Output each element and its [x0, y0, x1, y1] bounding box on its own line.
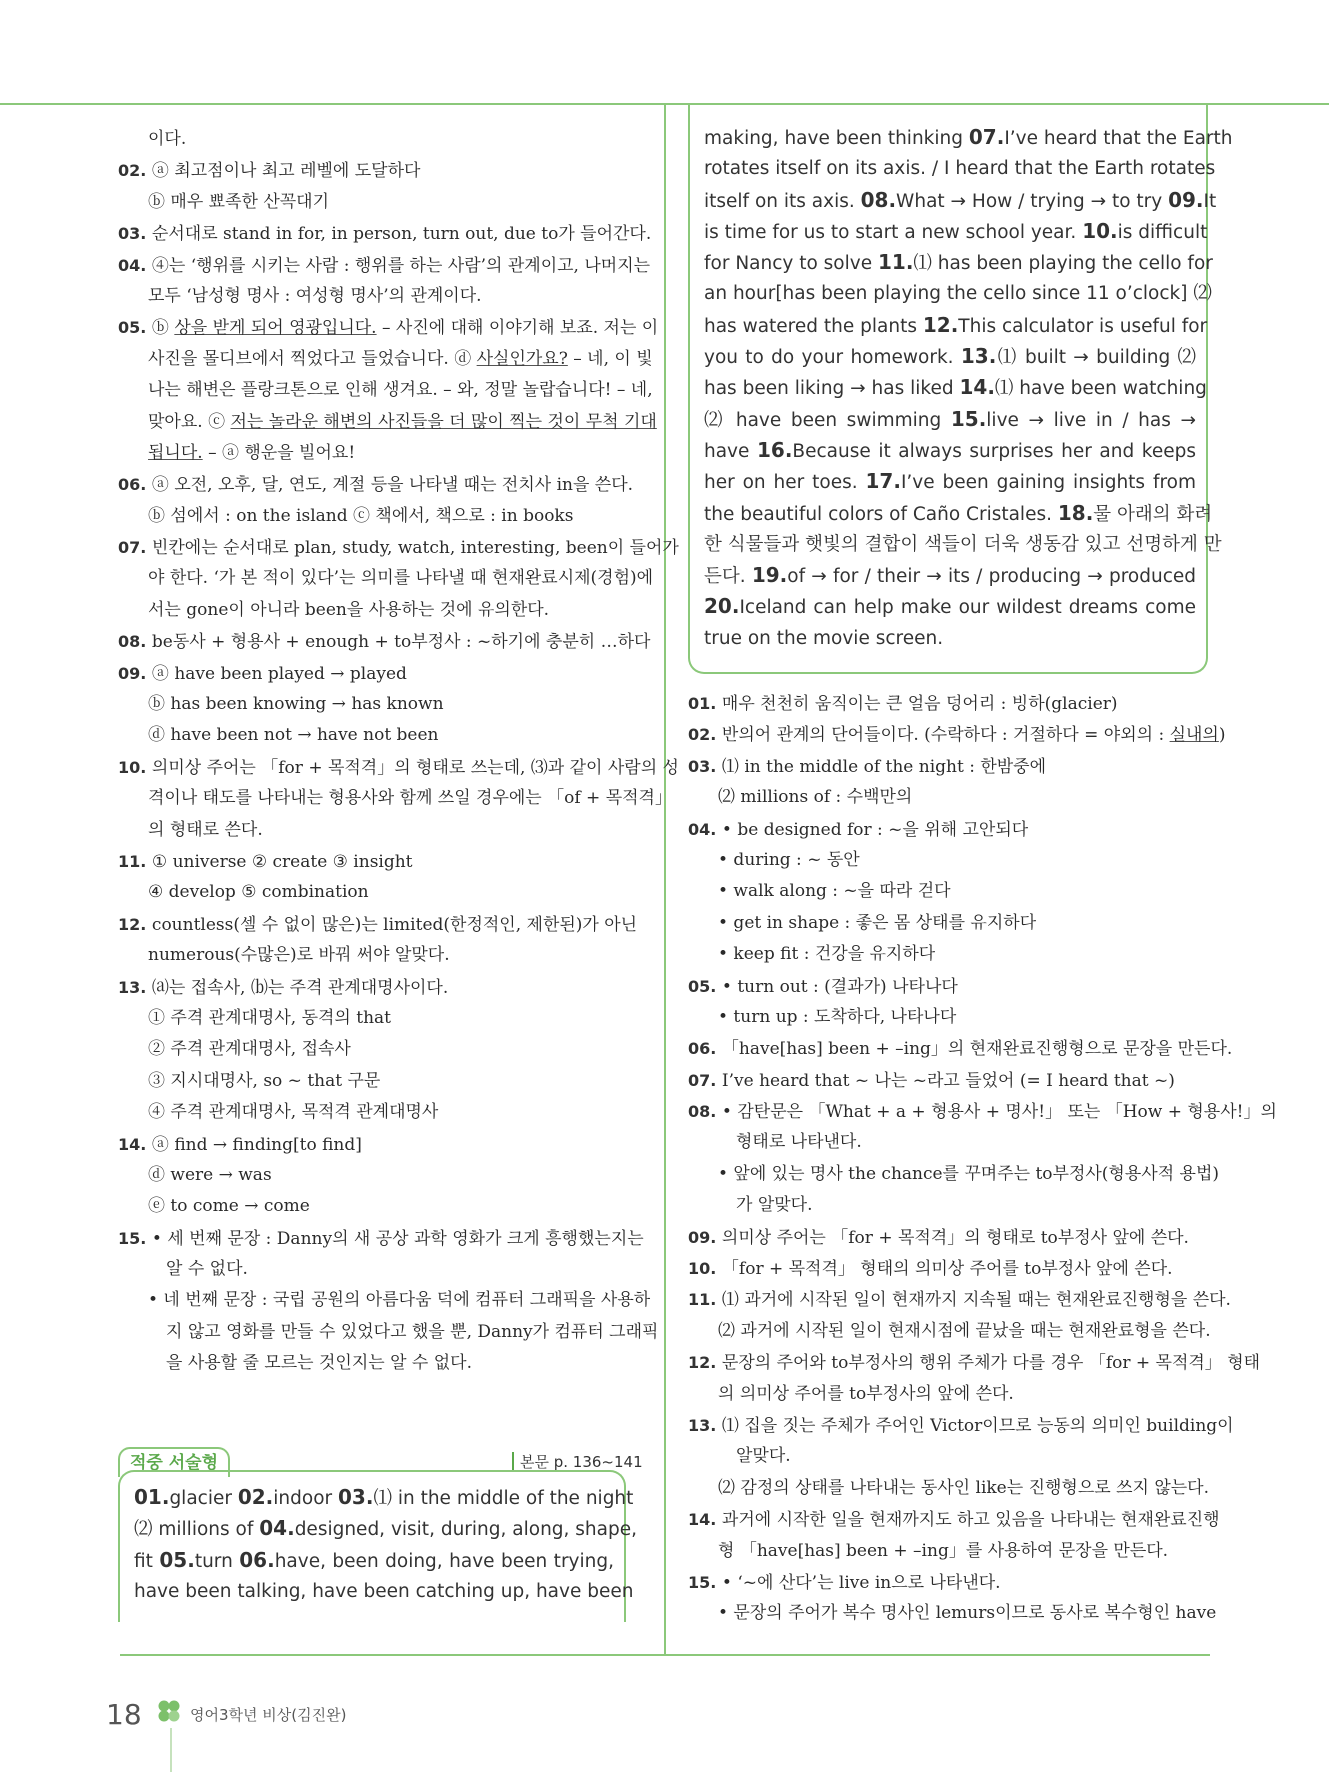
- answer-line: [704, 216, 1208, 247]
- item-number: 02.: [118, 161, 152, 181]
- text-segment: 「have[has] been + –ing」의 현재완료진행형으로 문장을 만든다.: [721, 1039, 1233, 1060]
- answer-number: 07.: [968, 125, 1005, 149]
- answer-number: 18.: [1057, 500, 1094, 525]
- text-line: [118, 469, 640, 500]
- text-segment: 반의어 관계의 단어들이다. (수락하다 : 거절하다 = 야외의 :: [721, 725, 1170, 746]
- text-line: [118, 720, 640, 751]
- text-line: [688, 1190, 1212, 1221]
- item-number: 15.: [688, 1572, 722, 1592]
- item-number: 08.: [688, 1102, 722, 1122]
- text-line: [688, 1316, 1212, 1347]
- answer-text: live → live in / has →: [986, 409, 1196, 431]
- answer-text: has watered the plants: [704, 315, 923, 337]
- answer-text: making, have been thinking: [704, 128, 969, 149]
- text-segment: numerous(수많은)로 바꿔 써야 알맞다.: [148, 945, 450, 966]
- answer-text: Because it always surprises her and keeps: [792, 440, 1196, 462]
- text-segment: 의 형태로 쓴다.: [148, 819, 263, 840]
- answer-number: 06.: [239, 1547, 275, 1572]
- underlined-text: 됩니다.: [148, 442, 203, 463]
- answer-text: have been talking, have been catching up, have been: [134, 1580, 634, 1602]
- text-segment: ⓓ were → was: [148, 1164, 272, 1185]
- item-number: 09.: [688, 1227, 722, 1247]
- answer-line: [704, 247, 1213, 278]
- answer-text: 든다.: [704, 566, 752, 588]
- text-segment: ⓔ to come → come: [148, 1196, 310, 1217]
- text-line: [688, 1033, 1233, 1064]
- answer-text: turn: [194, 1550, 240, 1572]
- text-segment: ): [1218, 725, 1226, 746]
- text-line: [118, 972, 640, 1003]
- answer-text: This calculator is useful for: [958, 315, 1208, 337]
- text-segment: ⑴ 집을 짓는 주체가 주어인 Victor이므로 능동의 의미인 building이: [721, 1415, 1234, 1436]
- clover-icon: [156, 1698, 182, 1726]
- answer-text: ⑴ in the middle of the night: [373, 1488, 634, 1509]
- text-segment: ⓐ have been played → played: [151, 663, 407, 684]
- text-segment: ⓓ have been not → have not been: [148, 725, 439, 746]
- answer-line: [704, 153, 1216, 184]
- text-line: [118, 155, 640, 186]
- text-segment: countless(셀 수 없이 많은)는 limited(한정적인, 제한된)가 아닌: [151, 914, 638, 935]
- text-line: [118, 375, 653, 406]
- text-segment: 격이나 태도를 나타내는 형용사와 함께 쓰일 경우에는 「of + 목적격」: [148, 788, 672, 809]
- text-segment: 「for + 목적격」 형태의 의미상 주어를 to부정사 앞에 쓴다.: [721, 1259, 1173, 1280]
- answer-text: ⑴ built → building ⑵: [996, 347, 1197, 369]
- answer-text: is time for us to start a new school year.: [704, 221, 1083, 243]
- text-segment: • get in shape : 좋은 몸 상태를 유지하다: [718, 912, 1037, 933]
- answer-line: [704, 591, 1196, 622]
- text-line: [688, 1002, 1212, 1033]
- underlined-text: 상을 받게 되어 영광입니다.: [174, 318, 377, 339]
- answer-text: have: [704, 440, 757, 462]
- text-line: [118, 877, 640, 908]
- text-segment: ⒜는 접속사, ⒝는 주격 관계대명사이다.: [151, 977, 449, 998]
- text-line: [118, 1066, 640, 1097]
- text-line: [118, 626, 651, 657]
- text-segment: 알 수 없다.: [166, 1259, 248, 1280]
- answer-text: ⑵ millions of: [134, 1519, 260, 1541]
- text-segment: 문장의 주어와 to부정사의 행위 주체가 다를 경우 「for + 목적격」 형태: [721, 1353, 1261, 1374]
- text-line: [688, 688, 1212, 719]
- footer-stem: [170, 1728, 172, 1772]
- text-line: [118, 218, 652, 249]
- text-segment: ⓐ 최고점이나 최고 레벨에 도달하다: [151, 161, 421, 182]
- right-column: [688, 688, 1277, 1630]
- answer-number: 03.: [338, 1485, 374, 1509]
- answer-line: [704, 466, 1196, 497]
- left-column: [118, 124, 679, 1380]
- text-segment: • 앞에 있는 명사 the chance를 꾸며주는 to부정사(형용사적 용법): [718, 1163, 1220, 1184]
- text-segment: 지 않고 영화를 만들 수 있었다고 했을 뿐, Danny가 컴퓨터 그래픽: [166, 1321, 659, 1342]
- text-segment: ⓑ 섬에서 : on the island ⓒ 책에서, 책으로 : in books: [148, 505, 574, 526]
- text-line: [118, 344, 653, 375]
- underlined-text: 실내의: [1169, 725, 1219, 746]
- text-segment: 서는 gone이 아니라 been을 사용하는 것에 유의한다.: [148, 599, 550, 620]
- text-line: [688, 751, 1212, 782]
- text-line: [118, 532, 679, 563]
- section-page-ref: 본문 p. 136~141: [512, 1452, 643, 1472]
- item-number: 13.: [118, 977, 152, 997]
- answer-text: rotates itself on its axis. / I heard that the Earth rotates: [704, 158, 1216, 180]
- item-number: 06.: [688, 1039, 722, 1059]
- answer-line: [134, 1576, 634, 1607]
- item-number: 06.: [118, 475, 152, 495]
- item-number: 10.: [688, 1259, 722, 1279]
- text-segment: 의미상 주어는 「for + 목적격」의 형태로 to부정사 앞에 쓴다.: [721, 1227, 1189, 1248]
- answer-number: 16.: [756, 437, 793, 462]
- text-segment: ⑴ in the middle of the night : 한밤중에: [721, 756, 1047, 777]
- text-line: [688, 814, 1212, 845]
- answer-text: 한 식물들과 햇빛의 결합이 색들이 더욱 생동감 있고 선명하게 만: [704, 533, 1222, 555]
- text-line: [118, 1223, 644, 1254]
- text-segment: ① universe ② create ③ insight: [151, 851, 413, 872]
- text-segment: 맞아요. ⓒ: [148, 411, 231, 432]
- text-segment: 야 한다. ‘가 본 적이 있다’는 의미를 나타낼 때 현재완료시제(경험)에: [148, 568, 654, 589]
- text-segment: ④는 ‘행위를 시키는 사람 : 행위를 하는 사람’의 관계이고, 나머지는: [151, 255, 651, 276]
- text-segment: be동사 + 형용사 + enough + to부정사 : ~하기에 충분히 …하다: [151, 632, 651, 653]
- text-segment: 형 「have[has] been + –ing」를 사용하여 문장을 만든다.: [718, 1540, 1169, 1561]
- text-line: [118, 124, 640, 155]
- answer-number: 09.: [1168, 187, 1204, 212]
- answer-number: 17.: [865, 469, 901, 494]
- item-number: 07.: [688, 1070, 722, 1090]
- text-line: [118, 250, 651, 281]
- text-segment: ⑵ 과거에 시작된 일이 현재시점에 끝났을 때는 현재완료형을 쓴다.: [718, 1320, 1211, 1341]
- text-line: [118, 1129, 640, 1160]
- item-number: 11.: [118, 851, 152, 871]
- answer-number: 04.: [259, 1516, 295, 1541]
- text-line: [688, 1379, 1212, 1410]
- text-segment: ⑴ 과거에 시작된 일이 현재까지 지속될 때는 현재완료진행형을 쓴다.: [721, 1290, 1231, 1311]
- text-segment: • during : ~ 동안: [718, 849, 860, 870]
- answer-number: 05.: [159, 1547, 195, 1572]
- answer-text: the beautiful colors of Caño Cristales.: [704, 503, 1058, 525]
- item-number: 03.: [118, 224, 152, 244]
- answer-line: [704, 498, 1213, 529]
- text-segment: • 감탄문은 「What + a + 형용사 + 명사!」 또는 「How + 형용사!」의: [721, 1102, 1277, 1123]
- text-segment: • be designed for : ~을 위해 고안되다: [721, 819, 1029, 840]
- text-segment: 사진을 몰디브에서 찍었다고 들었습니다. ⓓ: [148, 348, 477, 369]
- text-line: [688, 876, 1212, 907]
- text-segment: 나는 해변은 플랑크톤으로 인해 생겨요. – 와, 정말 놀랍습니다! – 네,: [148, 380, 653, 401]
- text-segment: ① 주격 관계대명사, 동격의 that: [148, 1007, 391, 1028]
- answer-text: I’ve heard that the Earth: [1004, 128, 1233, 149]
- item-number: 15.: [118, 1228, 152, 1248]
- answer-number: 08.: [860, 187, 897, 212]
- text-line: [118, 1034, 640, 1065]
- text-line: [688, 1473, 1212, 1504]
- text-segment: 과거에 시작한 일을 현재까지도 하고 있음을 나타내는 현재완료진행: [721, 1510, 1220, 1531]
- answer-text: indoor: [273, 1488, 339, 1509]
- text-segment: • keep fit : 건강을 유지하다: [718, 944, 936, 965]
- text-line: [118, 281, 640, 312]
- underlined-text: 저는 놀라운 해변의 사진들을 더 많이 찍는 것이 무척 기대: [230, 411, 657, 432]
- text-line: [118, 1254, 640, 1285]
- item-number: 09.: [118, 663, 152, 683]
- book-title: 영어3학년 비상(김진완): [190, 1706, 347, 1724]
- answer-line: [134, 1482, 634, 1513]
- answer-line: [704, 372, 1207, 403]
- answer-number: 14.: [959, 375, 995, 400]
- text-segment: – ⓐ 행운을 빌어요!: [202, 442, 356, 463]
- answer-line: [704, 185, 1217, 216]
- column-divider: [664, 104, 666, 1654]
- text-segment: 가 알맞다.: [736, 1195, 813, 1216]
- item-number: 12.: [118, 914, 152, 934]
- text-line: [688, 1567, 1212, 1598]
- text-segment: 형태로 나타낸다.: [736, 1132, 862, 1153]
- answer-text: ⑵ have been swimming: [704, 409, 951, 431]
- underlined-text: 사실인가요?: [476, 348, 568, 369]
- bottom-rule: [120, 1654, 1210, 1656]
- text-line: [688, 1253, 1212, 1284]
- text-line: [118, 1285, 651, 1316]
- answer-line: [134, 1513, 638, 1544]
- text-line: [118, 407, 657, 438]
- answer-text: of → for / their → its / producing → produced: [787, 566, 1196, 588]
- answer-text: for Nancy to solve: [704, 253, 878, 275]
- text-line: [118, 752, 679, 783]
- text-line: [688, 845, 1212, 876]
- item-number: 02.: [688, 725, 722, 745]
- answer-line: [704, 560, 1196, 591]
- item-number: 04.: [118, 255, 152, 275]
- text-line: [118, 563, 654, 594]
- answer-line: [704, 529, 1222, 560]
- item-number: 14.: [688, 1510, 722, 1530]
- text-line: [688, 1284, 1231, 1315]
- text-segment: 의미상 주어는 「for + 목적격」의 형태로 쓰는데, ⑶과 같이 사람의 성: [151, 757, 679, 778]
- item-number: 13.: [688, 1415, 722, 1435]
- text-segment: – 네, 이 빛: [567, 348, 653, 369]
- text-line: [688, 1441, 1212, 1472]
- answer-text: true on the movie screen.: [704, 627, 944, 649]
- answer-text: have, been doing, have been trying,: [274, 1550, 614, 1572]
- page-number: 18: [106, 1698, 142, 1731]
- answer-text: What → How / trying → to try: [896, 190, 1169, 212]
- text-line: [688, 719, 1226, 750]
- answer-text: ⑴ have been watching: [994, 378, 1207, 400]
- text-line: [118, 501, 640, 532]
- item-number: 01.: [688, 694, 722, 713]
- text-segment: ⓐ find → finding[to find]: [151, 1134, 362, 1155]
- text-segment: ④ develop ⑤ combination: [148, 882, 369, 903]
- answer-text: has been liking → has liked: [704, 378, 960, 400]
- answer-line: [704, 310, 1208, 341]
- item-number: 07.: [118, 538, 152, 558]
- item-number: 10.: [118, 757, 152, 777]
- text-line: [688, 1159, 1220, 1190]
- text-line: [118, 312, 659, 343]
- text-line: [688, 1598, 1217, 1629]
- answer-text: itself on its axis.: [704, 190, 861, 212]
- answer-number: 12.: [922, 312, 959, 337]
- text-segment: ⓑ 매우 뾰족한 산꼭대기: [148, 191, 330, 212]
- text-segment: ⓐ 오전, 오후, 달, 연도, 계절 등을 나타낼 때는 전치사 in을 쓴다.: [151, 475, 634, 496]
- item-number: 05.: [688, 976, 722, 996]
- answer-number: 11.: [877, 250, 914, 275]
- answer-number: 13.: [960, 344, 997, 369]
- answer-text: designed, visit, during, along, shape,: [294, 1519, 638, 1541]
- text-segment: 이다.: [148, 129, 187, 149]
- text-segment: ⑵ 감정의 상태를 나타내는 동사인 like는 진행형으로 쓰지 않는다.: [718, 1477, 1209, 1498]
- text-line: [118, 783, 672, 814]
- text-line: [688, 1504, 1220, 1535]
- answer-text: her on her toes.: [704, 472, 866, 494]
- answer-text: you to do your homework.: [704, 347, 961, 369]
- answer-number: 20.: [704, 594, 740, 619]
- answer-text: I’ve been gaining insights from: [900, 472, 1196, 494]
- answer-line: [704, 278, 1212, 309]
- answer-line: [704, 435, 1196, 466]
- answer-text: glacier: [169, 1488, 238, 1509]
- text-segment: 순서대로 stand in for, in person, turn out, due to가 들어간다.: [151, 224, 652, 245]
- text-segment: • walk along : ~을 따라 걷다: [718, 881, 951, 902]
- item-number: 03.: [688, 756, 722, 776]
- right-answer-box: [688, 104, 1233, 674]
- text-segment: 의 의미상 주어를 to부정사의 앞에 쓴다.: [718, 1383, 1014, 1404]
- text-segment: I’ve heard that ~ 나는 ~라고 들었어 (= I heard that ~): [721, 1070, 1175, 1091]
- text-line: [118, 438, 640, 469]
- text-line: [118, 1160, 640, 1191]
- answer-text: It: [1203, 190, 1217, 212]
- answer-line: [704, 623, 1196, 654]
- text-line: [118, 846, 640, 877]
- text-line: [688, 1536, 1212, 1567]
- answer-text: is difficult: [1117, 221, 1208, 243]
- text-segment: • 네 번째 문장 : 국립 공원의 아름다움 덕에 컴퓨터 그래픽을 사용하: [148, 1290, 651, 1311]
- answer-text: an hour[has been playing the cello since 11 o’clock] ⑵: [704, 283, 1212, 305]
- left-answer-box: [118, 1470, 638, 1622]
- text-line: [118, 909, 640, 940]
- answer-number: 01.: [134, 1485, 170, 1509]
- answer-line: [134, 1545, 614, 1576]
- text-segment: ⓑ: [151, 318, 175, 339]
- text-line: [688, 971, 1212, 1002]
- item-number: 04.: [688, 819, 722, 839]
- text-line: [688, 1096, 1277, 1127]
- answer-number: 02.: [237, 1485, 274, 1509]
- text-line: [118, 1191, 640, 1222]
- answer-number: 10.: [1082, 218, 1118, 243]
- answer-line: [704, 341, 1196, 372]
- answer-number: 15.: [950, 406, 987, 431]
- text-segment: ⓑ has been knowing → has known: [148, 694, 444, 715]
- text-segment: • 세 번째 문장 : Danny의 새 공상 과학 영화가 크게 흥행했는지는: [151, 1228, 644, 1249]
- text-line: [688, 939, 1212, 970]
- answer-line: [704, 404, 1196, 435]
- text-segment: 을 사용할 줄 모르는 것인지는 알 수 없다.: [166, 1353, 472, 1374]
- text-line: [688, 782, 1212, 813]
- text-line: [688, 1410, 1234, 1441]
- text-line: [118, 940, 640, 971]
- text-segment: ② 주격 관계대명사, 접속사: [148, 1039, 351, 1060]
- text-segment: • turn up : 도착하다, 나타나다: [718, 1006, 957, 1027]
- text-line: [688, 1127, 1212, 1158]
- answer-text: 물 아래의 화려: [1093, 503, 1213, 525]
- item-number: 14.: [118, 1134, 152, 1154]
- text-line: [688, 1347, 1261, 1378]
- text-line: [118, 1003, 640, 1034]
- text-segment: 알맞다.: [736, 1446, 791, 1467]
- text-line: [118, 689, 640, 720]
- text-line: [118, 187, 640, 218]
- text-segment: ③ 지시대명사, so ~ that 구문: [148, 1070, 381, 1091]
- answer-text: fit: [134, 1550, 160, 1572]
- text-segment: – 사진에 대해 이야기해 보죠. 저는 이: [376, 318, 659, 339]
- answer-line: [704, 122, 1233, 153]
- text-segment: ④ 주격 관계대명사, 목적격 관계대명사: [148, 1102, 439, 1123]
- item-number: 05.: [118, 318, 152, 338]
- text-segment: • ‘~에 산다’는 live in으로 나타낸다.: [721, 1572, 1001, 1593]
- text-line: [118, 1348, 640, 1379]
- answer-text: ⑴ has been playing the cello for: [913, 253, 1213, 275]
- text-line: [118, 1317, 659, 1348]
- text-segment: 빈칸에는 순서대로 plan, study, watch, interesting, been이 들어가: [151, 538, 679, 559]
- section-tab: 적중 서술형: [118, 1447, 230, 1477]
- answer-text: Iceland can help make our wildest dreams come: [739, 597, 1196, 619]
- text-segment: ⑵ millions of : 수백만의: [718, 787, 913, 808]
- item-number: 11.: [688, 1290, 722, 1310]
- text-line: [118, 1097, 640, 1128]
- text-segment: • turn out : (결과가) 나타나다: [721, 976, 958, 997]
- text-segment: • 문장의 주어가 복수 명사인 lemurs이므로 동사로 복수형인 have: [718, 1603, 1217, 1624]
- text-line: [118, 815, 640, 846]
- text-line: [688, 908, 1212, 939]
- item-number: 08.: [118, 632, 152, 652]
- text-segment: 매우 천천히 움직이는 큰 얼음 덩어리 : 빙하(glacier): [721, 694, 1118, 714]
- text-line: [688, 1065, 1212, 1096]
- text-line: [688, 1222, 1212, 1253]
- text-segment: 모두 ‘남성형 명사 : 여성형 명사’의 관계이다.: [148, 285, 482, 306]
- text-line: [118, 595, 640, 626]
- text-line: [118, 658, 640, 689]
- item-number: 12.: [688, 1353, 722, 1373]
- answer-number: 19.: [751, 563, 788, 588]
